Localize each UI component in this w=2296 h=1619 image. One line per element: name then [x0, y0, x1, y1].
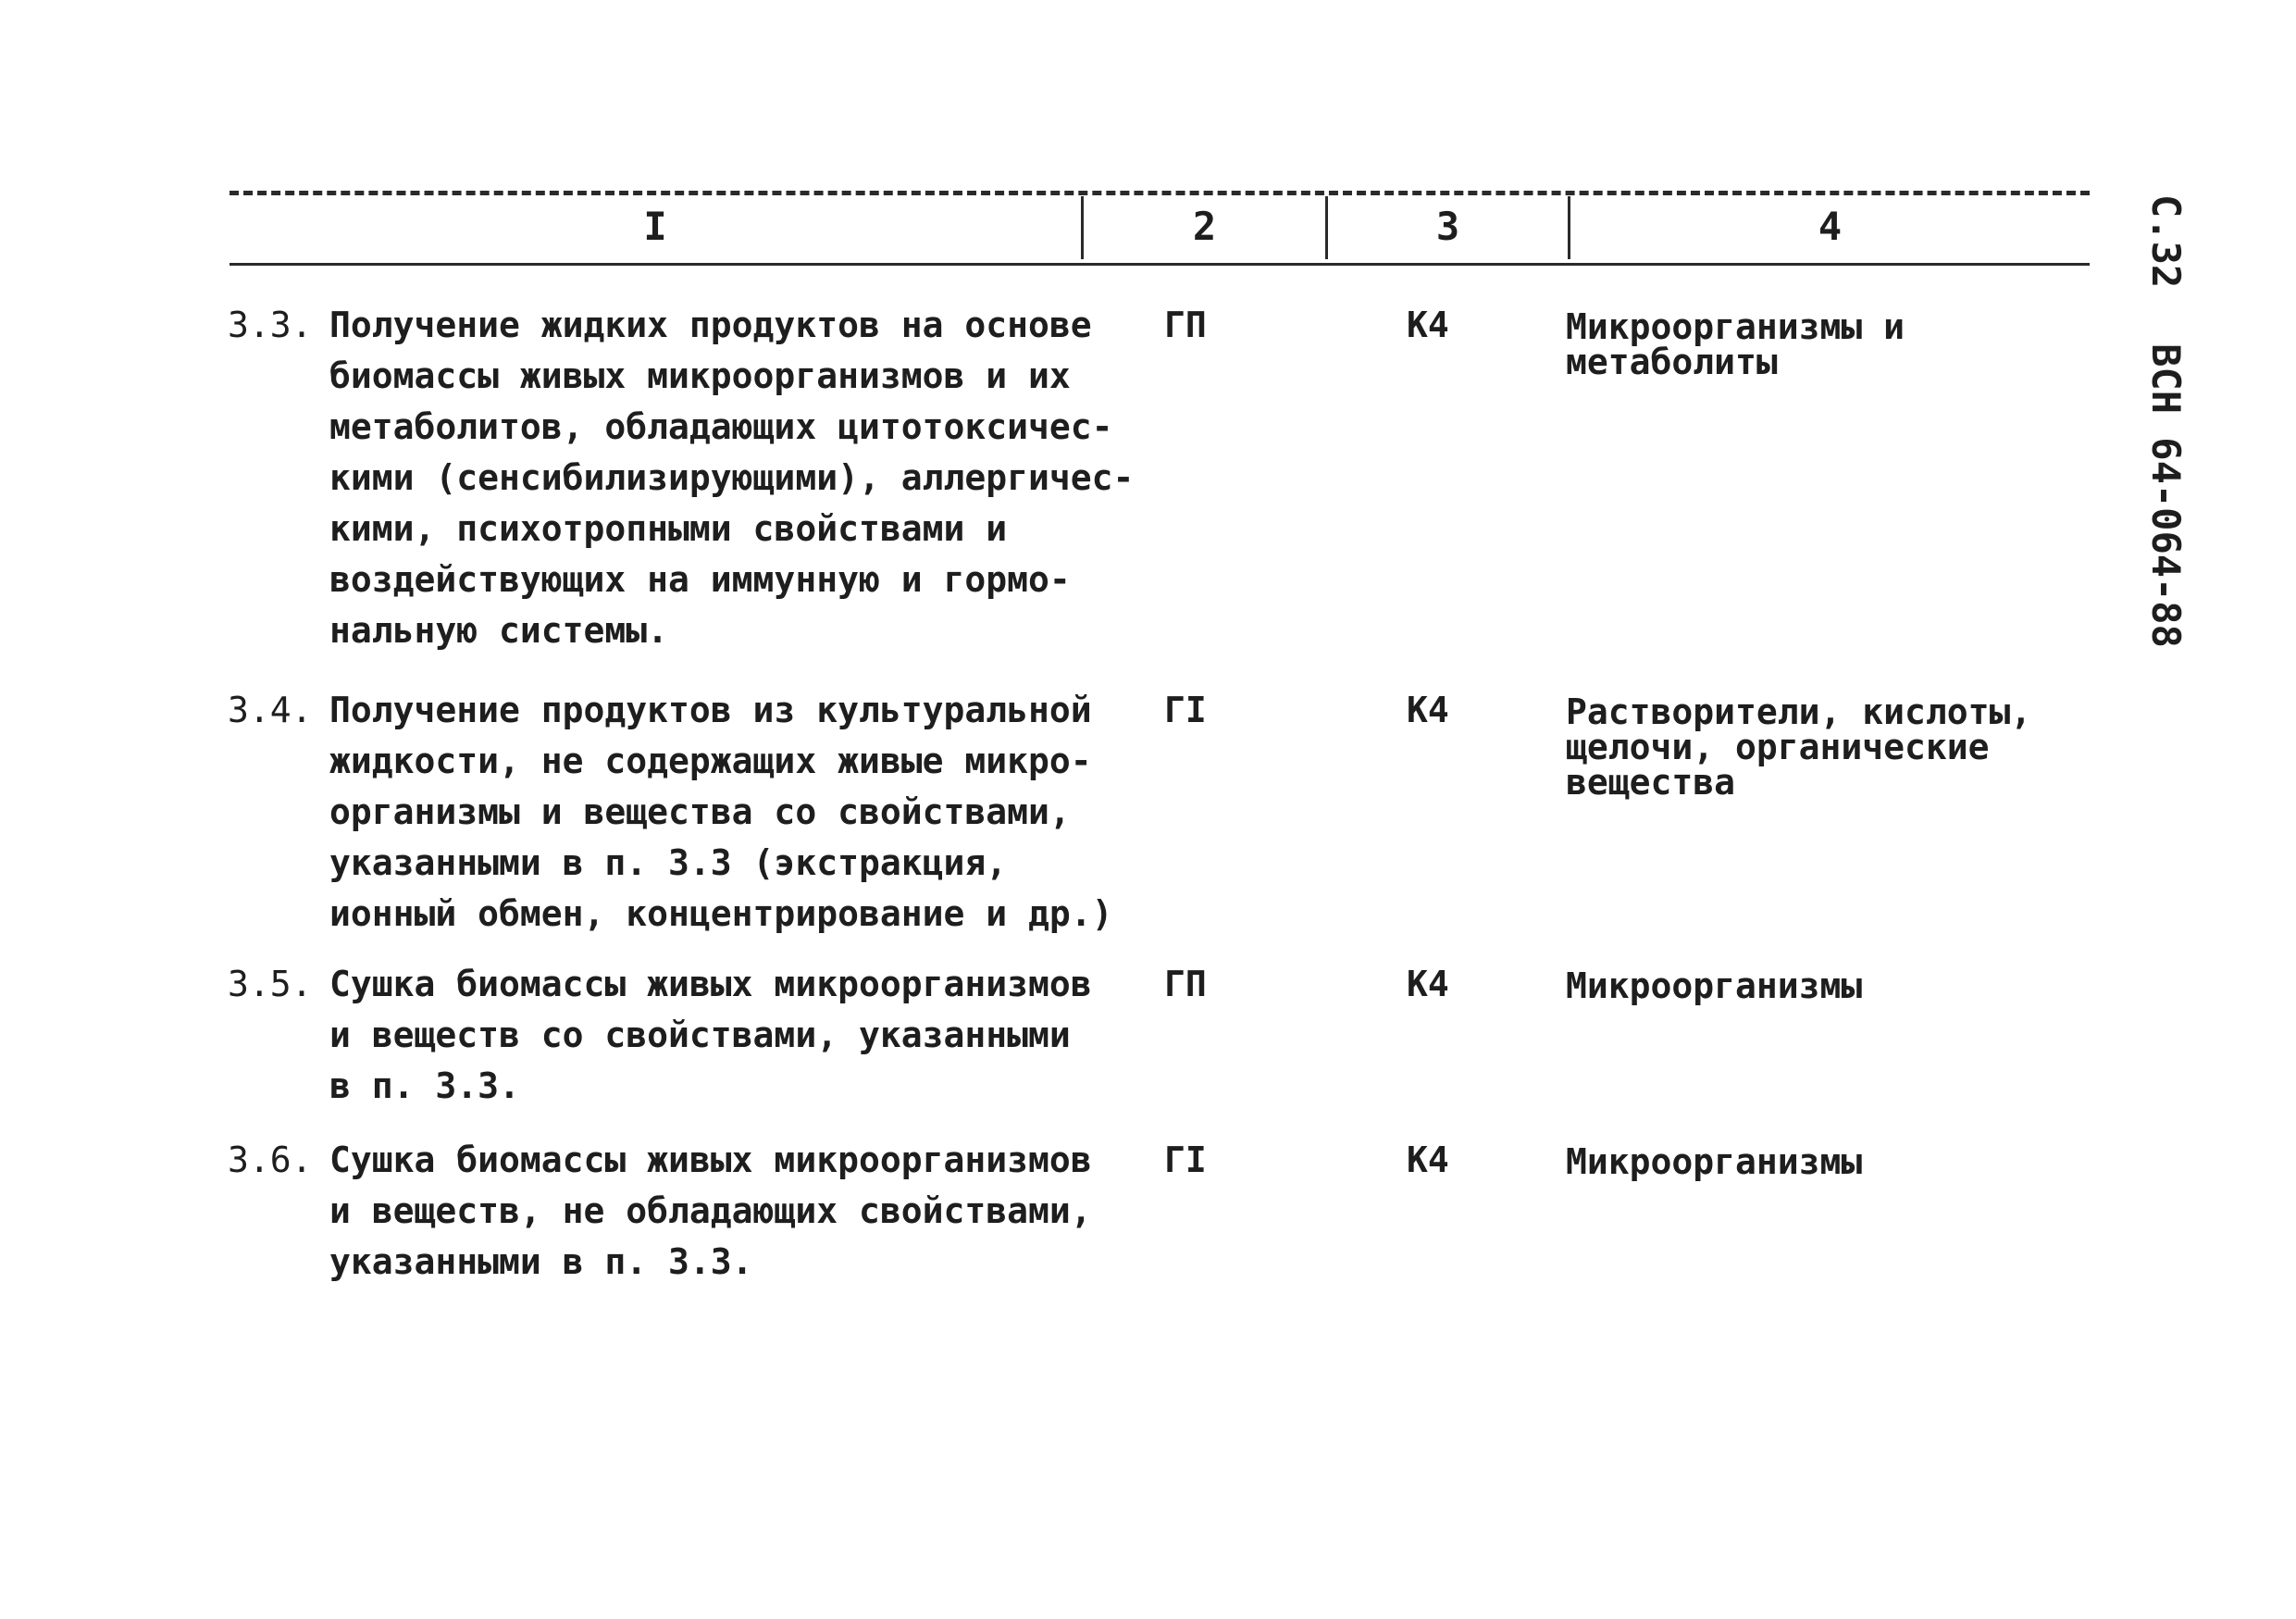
table-header-col2: 2 [1192, 204, 1217, 249]
factor-line: Растворители, кислоты, [1566, 691, 2032, 732]
description-line: биомассы живых микроорганизмов и их [329, 355, 1071, 396]
factor-line: Микроорганизмы [1566, 1141, 1863, 1182]
factor-cell [1566, 1141, 2084, 1182]
page-number: С.32 [2143, 194, 2189, 289]
group-cell: ГI [1164, 690, 1207, 730]
class-cell: К4 [1407, 690, 1449, 730]
description-line: Сушка биомассы живых микроорганизмов [329, 964, 1092, 1004]
description-line: Сушка биомассы живых микроорганизмов [329, 1140, 1092, 1180]
table-top-rule [230, 191, 2090, 195]
group-cell: ГI [1164, 1140, 1207, 1180]
table-header-col4: 4 [1818, 204, 1843, 249]
factor-line: вещества [1566, 762, 1736, 803]
description-line: метаболитов, обладающих цитотоксичес- [329, 406, 1113, 447]
factor-line: Микроорганизмы [1566, 965, 1863, 1006]
table-header-col1: I [643, 204, 667, 249]
description-line: кими (сенсибилизирующими), аллергичес- [329, 457, 1135, 498]
factor-cell [1566, 306, 2084, 382]
class-cell: К4 [1407, 305, 1449, 345]
document-code: ВСН 64-064-88 [2143, 343, 2189, 648]
description-line: нальную системы. [329, 610, 669, 651]
description-line: указанными в п. 3.3. [329, 1241, 753, 1282]
table-header-rule [230, 263, 2090, 266]
description-line: Получение жидких продуктов на основе [329, 305, 1092, 345]
factor-line: метаболиты [1566, 342, 1778, 382]
description-line: указанными в п. 3.3 (экстракция, [329, 842, 1008, 883]
description-line: жидкости, не содержащих живые микро- [329, 741, 1092, 781]
item-number: 3.6. [228, 1140, 313, 1180]
description-line: организмы и вещества со свойствами, [329, 791, 1071, 832]
description-line: Получение продуктов из культуральной [329, 690, 1092, 730]
item-number: 3.5. [228, 964, 313, 1004]
item-description [329, 959, 1135, 1112]
item-description [329, 1135, 1135, 1288]
class-cell: К4 [1407, 964, 1449, 1004]
class-cell: К4 [1407, 1140, 1449, 1180]
description-line: кими, психотропными свойствами и [329, 508, 1008, 549]
description-line: ионный обмен, концентрирование и др.) [329, 893, 1113, 934]
factor-line: щелочи, органические [1566, 727, 1990, 767]
factor-line: Микроорганизмы и [1566, 306, 1905, 347]
group-cell: ГП [1164, 964, 1207, 1004]
description-line: и веществ со свойствами, указанными [329, 1015, 1071, 1055]
table-header-col3: 3 [1435, 204, 1460, 249]
running-head [2143, 194, 2189, 648]
description-line: в п. 3.3. [329, 1065, 520, 1106]
item-description [329, 300, 1135, 656]
description-line: воздействующих на иммунную и гормо- [329, 559, 1071, 600]
factor-cell [1566, 691, 2084, 803]
group-cell: ГП [1164, 305, 1207, 345]
description-line: и веществ, не обладающих свойствами, [329, 1190, 1092, 1231]
item-description [329, 685, 1135, 940]
factor-cell [1566, 965, 2084, 1006]
item-number: 3.4. [228, 690, 313, 730]
item-number: 3.3. [228, 305, 313, 345]
